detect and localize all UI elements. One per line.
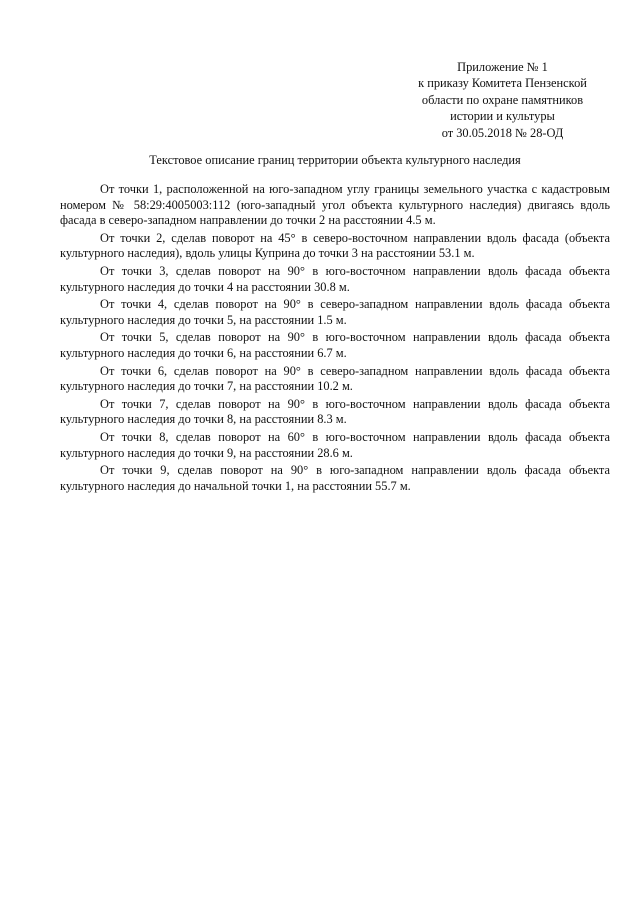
body-paragraph: От точки 4, сделав поворот на 90° в северо-западном направлении вдоль фасада объекта культурного наследия до точки 5, на расстоянии 1.5 м. bbox=[60, 297, 610, 327]
appendix-line: истории и культуры bbox=[450, 109, 555, 124]
appendix-line: Приложение № 1 bbox=[457, 60, 548, 74]
appendix-line: к приказу Комитета Пензенской bbox=[418, 76, 587, 91]
body-paragraph: От точки 5, сделав поворот на 90° в юго-восточном направлении вдоль фасада объекта культурного наследия до точки 6, на расстоянии 6.7 м. bbox=[60, 330, 610, 360]
body-paragraph: От точки 6, сделав поворот на 90° в северо-западном направлении вдоль фасада объекта культурного наследия до точки 7, на расстоянии 10.2 м. bbox=[60, 363, 610, 394]
body-paragraph: От точки 1, расположенной на юго-западном углу границы земельного участка с кадастровым номером № 58:29:4005003:112 (юго-западный угол объекта культурного наследия) двигаясь вдоль фасада в северо-западном направлении до точки 2 на расстоянии 4.5 м. bbox=[60, 182, 610, 228]
document-body bbox=[60, 182, 610, 496]
appendix-line: от 30.05.2018 № 28-ОД bbox=[441, 125, 564, 140]
appendix-header bbox=[395, 59, 610, 141]
appendix-line: области по охране памятников bbox=[421, 92, 584, 107]
document-title: Текстовое описание границ территории объекта культурного наследия bbox=[149, 153, 521, 167]
body-paragraph: От точки 7, сделав поворот на 90° в юго-восточном направлении вдоль фасада объекта культурного наследия до точки 8, на расстоянии 8.3 м. bbox=[60, 396, 610, 427]
body-paragraph: От точки 2, сделав поворот на 45° в северо-восточном направлении вдоль фасада (объекта культурного наследия), вдоль улицы Куприна до точки 3 на расстоянии 53.1 м. bbox=[60, 230, 610, 261]
body-paragraph: От точки 8, сделав поворот на 60° в юго-восточном направлении вдоль фасада объекта культурного наследия до точки 9, на расстоянии 28.6 м. bbox=[60, 429, 610, 460]
body-paragraph: От точки 3, сделав поворот на 90° в юго-восточном направлении вдоль фасада объекта культурного наследия до точки 4 на расстоянии 30.8 м. bbox=[60, 263, 610, 294]
body-paragraph: От точки 9, сделав поворот на 90° в юго-западном направлении вдоль фасада объекта культурного наследия до начальной точки 1, на расстоянии 55.7 м. bbox=[60, 463, 610, 493]
